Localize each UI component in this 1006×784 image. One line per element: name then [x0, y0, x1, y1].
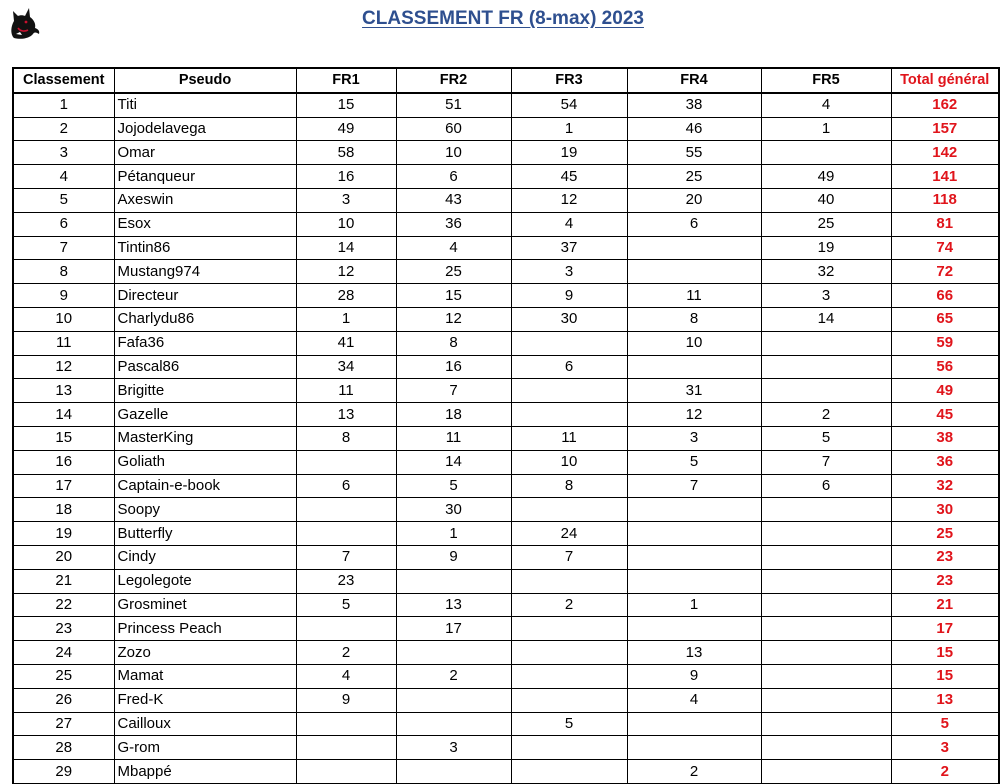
fr3-cell: 9	[511, 284, 627, 308]
fr5-cell	[761, 688, 891, 712]
fr5-cell: 49	[761, 165, 891, 189]
fr2-cell	[396, 688, 511, 712]
fr4-cell	[627, 545, 761, 569]
fr3-cell	[511, 641, 627, 665]
fr1-cell: 6	[296, 474, 396, 498]
fr1-cell	[296, 522, 396, 546]
fr4-cell	[627, 260, 761, 284]
pseudo-cell: Mustang974	[114, 260, 296, 284]
column-header-total: Total général	[891, 68, 999, 93]
rank-cell: 10	[13, 307, 114, 331]
fr2-cell: 30	[396, 498, 511, 522]
fr3-cell: 2	[511, 593, 627, 617]
fr2-cell	[396, 569, 511, 593]
fr1-cell	[296, 712, 396, 736]
pseudo-cell: Omar	[114, 141, 296, 165]
pseudo-cell: Fafa36	[114, 331, 296, 355]
fr2-cell: 10	[396, 141, 511, 165]
fr4-cell: 46	[627, 117, 761, 141]
table-row	[13, 379, 999, 403]
rank-cell: 8	[13, 260, 114, 284]
table-row	[13, 307, 999, 331]
table-row	[13, 212, 999, 236]
fr1-cell: 34	[296, 355, 396, 379]
fr2-cell: 2	[396, 664, 511, 688]
total-cell: 118	[891, 188, 999, 212]
fr3-cell: 5	[511, 712, 627, 736]
fr5-cell	[761, 379, 891, 403]
table-row	[13, 165, 999, 189]
column-header-classement: Classement	[13, 68, 114, 93]
fr4-cell: 5	[627, 450, 761, 474]
table-row	[13, 450, 999, 474]
fr1-cell	[296, 498, 396, 522]
total-cell: 142	[891, 141, 999, 165]
pseudo-cell: Princess Peach	[114, 617, 296, 641]
fr3-cell	[511, 688, 627, 712]
fr4-cell	[627, 236, 761, 260]
pseudo-cell: Cindy	[114, 545, 296, 569]
rank-cell: 29	[13, 760, 114, 784]
fr1-cell: 58	[296, 141, 396, 165]
column-header-fr1: FR1	[296, 68, 396, 93]
fr2-cell: 1	[396, 522, 511, 546]
fr3-cell: 1	[511, 117, 627, 141]
fr3-cell: 54	[511, 93, 627, 117]
total-cell: 25	[891, 522, 999, 546]
column-header-fr5: FR5	[761, 68, 891, 93]
fr1-cell: 8	[296, 426, 396, 450]
table-row	[13, 355, 999, 379]
pseudo-cell: Tintin86	[114, 236, 296, 260]
fr5-cell: 5	[761, 426, 891, 450]
fr5-cell: 14	[761, 307, 891, 331]
fr4-cell	[627, 498, 761, 522]
pseudo-cell: Fred-K	[114, 688, 296, 712]
fr2-cell: 11	[396, 426, 511, 450]
fr2-cell: 16	[396, 355, 511, 379]
fr2-cell: 43	[396, 188, 511, 212]
fr2-cell: 17	[396, 617, 511, 641]
page-title: CLASSEMENT FR (8-max) 2023	[362, 8, 644, 29]
column-header-pseudo: Pseudo	[114, 68, 296, 93]
fr5-cell: 1	[761, 117, 891, 141]
fr1-cell: 11	[296, 379, 396, 403]
fr2-cell: 3	[396, 736, 511, 760]
fr2-cell: 25	[396, 260, 511, 284]
rank-cell: 17	[13, 474, 114, 498]
fr3-cell	[511, 403, 627, 427]
table-row	[13, 569, 999, 593]
table-row	[13, 522, 999, 546]
total-cell: 45	[891, 403, 999, 427]
fr4-cell: 7	[627, 474, 761, 498]
fr5-cell	[761, 641, 891, 665]
fr3-cell	[511, 664, 627, 688]
fr4-cell: 3	[627, 426, 761, 450]
fr5-cell	[761, 331, 891, 355]
fr5-cell: 2	[761, 403, 891, 427]
fr4-cell: 9	[627, 664, 761, 688]
total-cell: 141	[891, 165, 999, 189]
fr1-cell	[296, 450, 396, 474]
total-cell: 38	[891, 426, 999, 450]
fr5-cell	[761, 545, 891, 569]
table-row	[13, 331, 999, 355]
pseudo-cell: Charlydu86	[114, 307, 296, 331]
table-row	[13, 117, 999, 141]
fr2-cell: 8	[396, 331, 511, 355]
fr4-cell	[627, 617, 761, 641]
fr3-cell: 7	[511, 545, 627, 569]
table-row	[13, 688, 999, 712]
column-header-fr4: FR4	[627, 68, 761, 93]
fr2-cell: 12	[396, 307, 511, 331]
pseudo-cell: Pétanqueur	[114, 165, 296, 189]
fr1-cell: 41	[296, 331, 396, 355]
total-cell: 81	[891, 212, 999, 236]
table-row	[13, 93, 999, 117]
rank-cell: 11	[13, 331, 114, 355]
table-row	[13, 498, 999, 522]
rank-cell: 23	[13, 617, 114, 641]
fr1-cell: 1	[296, 307, 396, 331]
rank-cell: 18	[13, 498, 114, 522]
table-row	[13, 260, 999, 284]
rank-cell: 25	[13, 664, 114, 688]
fr2-cell: 14	[396, 450, 511, 474]
pseudo-cell: Zozo	[114, 641, 296, 665]
total-cell: 15	[891, 664, 999, 688]
fr5-cell	[761, 522, 891, 546]
fr4-cell: 25	[627, 165, 761, 189]
ranking-table	[12, 67, 1000, 784]
fr5-cell: 6	[761, 474, 891, 498]
table-row	[13, 664, 999, 688]
fr1-cell: 10	[296, 212, 396, 236]
table-row	[13, 641, 999, 665]
table-row	[13, 617, 999, 641]
pseudo-cell: Brigitte	[114, 379, 296, 403]
total-cell: 74	[891, 236, 999, 260]
pseudo-cell: Jojodelavega	[114, 117, 296, 141]
fr2-cell: 18	[396, 403, 511, 427]
rank-cell: 13	[13, 379, 114, 403]
fr5-cell	[761, 498, 891, 522]
pseudo-cell: Legolegote	[114, 569, 296, 593]
fr2-cell	[396, 641, 511, 665]
fr1-cell	[296, 617, 396, 641]
rank-cell: 28	[13, 736, 114, 760]
pseudo-cell: Cailloux	[114, 712, 296, 736]
fr2-cell: 60	[396, 117, 511, 141]
total-cell: 13	[891, 688, 999, 712]
total-cell: 66	[891, 284, 999, 308]
total-cell: 30	[891, 498, 999, 522]
total-cell: 32	[891, 474, 999, 498]
rank-cell: 4	[13, 165, 114, 189]
fr4-cell: 31	[627, 379, 761, 403]
fr5-cell	[761, 355, 891, 379]
fr1-cell: 15	[296, 93, 396, 117]
fr1-cell: 49	[296, 117, 396, 141]
fr2-cell: 36	[396, 212, 511, 236]
fr3-cell	[511, 379, 627, 403]
table-row	[13, 545, 999, 569]
fr2-cell: 4	[396, 236, 511, 260]
fr3-cell: 30	[511, 307, 627, 331]
total-cell: 72	[891, 260, 999, 284]
table-row	[13, 426, 999, 450]
fr1-cell: 14	[296, 236, 396, 260]
rank-cell: 27	[13, 712, 114, 736]
fr3-cell: 12	[511, 188, 627, 212]
fr3-cell: 3	[511, 260, 627, 284]
fr3-cell	[511, 331, 627, 355]
fr4-cell: 12	[627, 403, 761, 427]
fr1-cell: 13	[296, 403, 396, 427]
fr1-cell: 3	[296, 188, 396, 212]
pseudo-cell: Goliath	[114, 450, 296, 474]
fr5-cell: 19	[761, 236, 891, 260]
pseudo-cell: Mamat	[114, 664, 296, 688]
fr4-cell: 2	[627, 760, 761, 784]
fr5-cell: 7	[761, 450, 891, 474]
total-cell: 5	[891, 712, 999, 736]
fr5-cell: 3	[761, 284, 891, 308]
total-cell: 65	[891, 307, 999, 331]
fr3-cell: 45	[511, 165, 627, 189]
column-header-fr3: FR3	[511, 68, 627, 93]
fr3-cell: 6	[511, 355, 627, 379]
total-cell: 36	[891, 450, 999, 474]
fr3-cell: 4	[511, 212, 627, 236]
fr5-cell	[761, 617, 891, 641]
total-cell: 56	[891, 355, 999, 379]
rank-cell: 1	[13, 93, 114, 117]
total-cell: 3	[891, 736, 999, 760]
fr3-cell: 11	[511, 426, 627, 450]
total-cell: 23	[891, 569, 999, 593]
total-cell: 23	[891, 545, 999, 569]
total-cell: 17	[891, 617, 999, 641]
table-header-row	[13, 68, 999, 93]
fr2-cell: 51	[396, 93, 511, 117]
rank-cell: 16	[13, 450, 114, 474]
fr3-cell	[511, 736, 627, 760]
table-row	[13, 141, 999, 165]
fr5-cell	[761, 760, 891, 784]
fr2-cell: 7	[396, 379, 511, 403]
pseudo-cell: Esox	[114, 212, 296, 236]
total-cell: 49	[891, 379, 999, 403]
fr4-cell	[627, 736, 761, 760]
fr4-cell	[627, 712, 761, 736]
fr3-cell: 8	[511, 474, 627, 498]
fr3-cell	[511, 760, 627, 784]
fr2-cell: 5	[396, 474, 511, 498]
table-row	[13, 236, 999, 260]
fr2-cell: 15	[396, 284, 511, 308]
pseudo-cell: Titi	[114, 93, 296, 117]
fr5-cell	[761, 664, 891, 688]
pseudo-cell: MasterKing	[114, 426, 296, 450]
fr2-cell	[396, 760, 511, 784]
rank-cell: 20	[13, 545, 114, 569]
fr1-cell	[296, 736, 396, 760]
pseudo-cell: Soopy	[114, 498, 296, 522]
rank-cell: 12	[13, 355, 114, 379]
pseudo-cell: Captain-e-book	[114, 474, 296, 498]
table-row	[13, 760, 999, 784]
fr1-cell: 12	[296, 260, 396, 284]
fr4-cell: 6	[627, 212, 761, 236]
table-row	[13, 188, 999, 212]
fr5-cell: 4	[761, 93, 891, 117]
fr3-cell: 24	[511, 522, 627, 546]
fr3-cell: 10	[511, 450, 627, 474]
total-cell: 162	[891, 93, 999, 117]
fr4-cell	[627, 569, 761, 593]
table-row	[13, 593, 999, 617]
fr4-cell: 13	[627, 641, 761, 665]
fr1-cell: 23	[296, 569, 396, 593]
pseudo-cell: Axeswin	[114, 188, 296, 212]
fr3-cell	[511, 498, 627, 522]
fr5-cell: 32	[761, 260, 891, 284]
fr5-cell	[761, 712, 891, 736]
fr4-cell: 10	[627, 331, 761, 355]
total-cell: 15	[891, 641, 999, 665]
fr5-cell	[761, 736, 891, 760]
rank-cell: 5	[13, 188, 114, 212]
fr3-cell	[511, 569, 627, 593]
rank-cell: 19	[13, 522, 114, 546]
pseudo-cell: Butterfly	[114, 522, 296, 546]
fr1-cell: 5	[296, 593, 396, 617]
fr4-cell: 1	[627, 593, 761, 617]
pseudo-cell: G-rom	[114, 736, 296, 760]
fr3-cell: 19	[511, 141, 627, 165]
pseudo-cell: Gazelle	[114, 403, 296, 427]
fr5-cell: 25	[761, 212, 891, 236]
fr4-cell: 4	[627, 688, 761, 712]
fr1-cell	[296, 760, 396, 784]
rank-cell: 2	[13, 117, 114, 141]
rank-cell: 9	[13, 284, 114, 308]
table-row	[13, 284, 999, 308]
column-header-fr2: FR2	[396, 68, 511, 93]
table-row	[13, 403, 999, 427]
total-cell: 21	[891, 593, 999, 617]
fr2-cell: 13	[396, 593, 511, 617]
fr5-cell	[761, 593, 891, 617]
fr5-cell: 40	[761, 188, 891, 212]
fr2-cell: 6	[396, 165, 511, 189]
fr4-cell: 38	[627, 93, 761, 117]
total-cell: 59	[891, 331, 999, 355]
pseudo-cell: Mbappé	[114, 760, 296, 784]
table-row	[13, 736, 999, 760]
fr1-cell: 16	[296, 165, 396, 189]
fr5-cell	[761, 141, 891, 165]
pseudo-cell: Directeur	[114, 284, 296, 308]
rank-cell: 7	[13, 236, 114, 260]
fr5-cell	[761, 569, 891, 593]
fr3-cell: 37	[511, 236, 627, 260]
fr1-cell: 2	[296, 641, 396, 665]
fr4-cell	[627, 522, 761, 546]
fr1-cell: 7	[296, 545, 396, 569]
fr4-cell	[627, 355, 761, 379]
rank-cell: 26	[13, 688, 114, 712]
fr2-cell	[396, 712, 511, 736]
fr3-cell	[511, 617, 627, 641]
total-cell: 2	[891, 760, 999, 784]
fr4-cell: 55	[627, 141, 761, 165]
rank-cell: 21	[13, 569, 114, 593]
rank-cell: 14	[13, 403, 114, 427]
pseudo-cell: Grosminet	[114, 593, 296, 617]
rank-cell: 24	[13, 641, 114, 665]
table-row	[13, 474, 999, 498]
fr4-cell: 11	[627, 284, 761, 308]
fr2-cell: 9	[396, 545, 511, 569]
fr1-cell: 28	[296, 284, 396, 308]
fr4-cell: 20	[627, 188, 761, 212]
fr4-cell: 8	[627, 307, 761, 331]
fr1-cell: 4	[296, 664, 396, 688]
rank-cell: 22	[13, 593, 114, 617]
table-row	[13, 712, 999, 736]
pseudo-cell: Pascal86	[114, 355, 296, 379]
fr1-cell: 9	[296, 688, 396, 712]
rank-cell: 6	[13, 212, 114, 236]
rank-cell: 15	[13, 426, 114, 450]
rank-cell: 3	[13, 141, 114, 165]
total-cell: 157	[891, 117, 999, 141]
